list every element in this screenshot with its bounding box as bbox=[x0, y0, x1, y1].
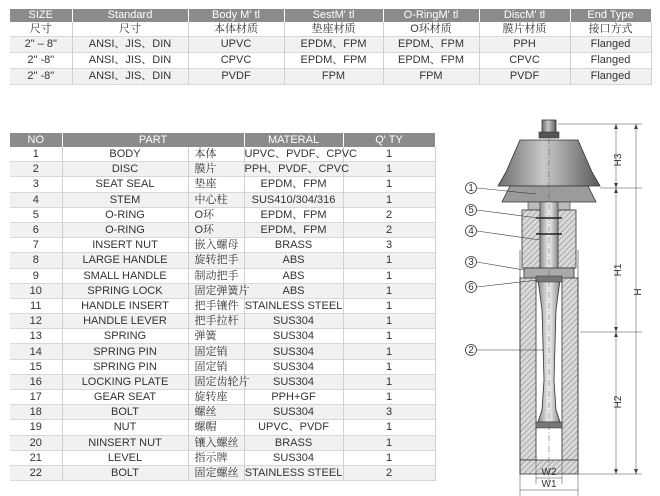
parts-cell-part-cn: 螺帽 bbox=[188, 420, 244, 435]
svg-text:5: 5 bbox=[468, 205, 474, 216]
parts-cell-qty: 1 bbox=[343, 359, 435, 374]
spec-cell: Flanged bbox=[570, 69, 651, 85]
parts-cell-material: EPDM、FPM bbox=[244, 177, 343, 192]
parts-cell-no: 15 bbox=[10, 359, 62, 374]
parts-cell-material: SUS304 bbox=[244, 329, 343, 344]
parts-cell-part-cn: 中心柱 bbox=[188, 192, 244, 207]
parts-row bbox=[10, 374, 435, 389]
dim-w2: W2 bbox=[541, 467, 557, 478]
parts-cell-part-cn: 把手拉杆 bbox=[188, 314, 244, 329]
parts-cell-part-cn: O环 bbox=[188, 222, 244, 237]
parts-cell-part-cn: 螺丝 bbox=[188, 405, 244, 420]
parts-cell-part-cn: 膜片 bbox=[188, 162, 244, 177]
parts-cell-material: STAINLESS STEEL bbox=[244, 299, 343, 312]
parts-cell-material: BRASS bbox=[244, 238, 343, 253]
spec-cell: 尺寸 bbox=[72, 22, 188, 37]
parts-cell-part: BOLT bbox=[62, 405, 188, 420]
spec-table bbox=[10, 9, 652, 85]
dimension-arrows bbox=[614, 124, 638, 474]
parts-row bbox=[10, 465, 435, 480]
spec-cell: EPDM、FPM bbox=[284, 37, 383, 53]
parts-row bbox=[10, 359, 435, 374]
spec-cell: 膜片材质 bbox=[479, 22, 570, 37]
parts-cell-material: SUS304 bbox=[244, 314, 343, 329]
parts-cell-material: PPH+GF bbox=[244, 390, 343, 405]
parts-cell-part: SEAT SEAL bbox=[62, 177, 188, 192]
parts-cell-no: 11 bbox=[10, 298, 62, 313]
parts-cell-no: 8 bbox=[10, 253, 62, 268]
parts-cell-part: SPRING bbox=[62, 329, 188, 344]
parts-row bbox=[10, 147, 435, 162]
parts-cell-qty: 1 bbox=[343, 329, 435, 344]
parts-cell-part: DISC bbox=[62, 162, 188, 177]
parts-cell-no: 18 bbox=[10, 405, 62, 420]
parts-cell-material: SUS304 bbox=[244, 374, 343, 389]
parts-row bbox=[10, 268, 435, 283]
spec-cell: EPDM、FPM bbox=[383, 53, 479, 69]
parts-row bbox=[10, 253, 435, 268]
spec-cell: ANSI、JIS、DIN bbox=[72, 37, 188, 53]
dim-w1: W1 bbox=[541, 479, 557, 490]
parts-cell-qty: 1 bbox=[343, 268, 435, 283]
parts-cell-part: O-RING bbox=[62, 222, 188, 237]
parts-cell-part: NUT bbox=[62, 420, 188, 435]
parts-cell-no: 17 bbox=[10, 390, 62, 405]
parts-cell-part-cn: 本体 bbox=[188, 147, 244, 162]
parts-cell-part-cn: 指示牌 bbox=[188, 450, 244, 465]
parts-cell-part: O-RING bbox=[62, 207, 188, 222]
parts-cell-part: SPRING PIN bbox=[62, 359, 188, 374]
parts-cell-part-cn: 旋转把手 bbox=[188, 253, 244, 268]
spec-cell: ANSI、JIS、DIN bbox=[72, 69, 188, 85]
spec-header-standard: Standard bbox=[72, 9, 188, 22]
spec-cell: UPVC bbox=[188, 37, 284, 53]
spec-row bbox=[10, 69, 651, 85]
parts-cell-qty: 3 bbox=[343, 405, 435, 420]
dim-h2: H2 bbox=[613, 395, 624, 409]
spec-cell: PVDF bbox=[479, 69, 570, 85]
spec-cell: 尺寸 bbox=[10, 22, 72, 37]
parts-header-material: MATERAL bbox=[244, 133, 343, 147]
parts-cell-part-cn: 固定销 bbox=[188, 359, 244, 374]
parts-cell-qty: 1 bbox=[343, 283, 435, 298]
parts-cell-part: INSERT NUT bbox=[62, 238, 188, 253]
parts-cell-no: 10 bbox=[10, 283, 62, 298]
spec-cell: ANSI、JIS、DIN bbox=[72, 53, 188, 69]
parts-cell-material: ABS bbox=[244, 283, 343, 298]
parts-cell-material: EPDM、FPM bbox=[244, 222, 343, 237]
spec-row bbox=[10, 53, 651, 69]
parts-cell-part-cn: 固定销 bbox=[188, 344, 244, 359]
parts-cell-material: ABS bbox=[244, 268, 343, 283]
parts-header-part: PART bbox=[62, 133, 244, 147]
spec-cell: Flanged bbox=[570, 37, 651, 53]
spec-cell: PPH bbox=[479, 37, 570, 53]
parts-cell-qty: 1 bbox=[343, 177, 435, 192]
parts-cell-no: 22 bbox=[10, 465, 62, 480]
svg-text:2: 2 bbox=[468, 345, 474, 356]
parts-cell-material: UPVC、PVDF、CPVC bbox=[244, 148, 357, 161]
callout-3 bbox=[466, 257, 525, 271]
spec-cell: 2" -8" bbox=[10, 53, 72, 69]
parts-cell-part: BODY bbox=[62, 147, 188, 162]
parts-row bbox=[10, 238, 435, 253]
parts-cell-part: STEM bbox=[62, 192, 188, 207]
parts-cell-qty: 2 bbox=[343, 465, 435, 480]
parts-cell-no: 12 bbox=[10, 314, 62, 329]
parts-cell-part: LARGE HANDLE bbox=[62, 253, 188, 268]
parts-header-qty: Q' TY bbox=[343, 133, 435, 147]
parts-cell-material: SUS410/304/316 bbox=[244, 192, 343, 207]
spec-cell: 2" – 8" bbox=[10, 37, 72, 53]
parts-table bbox=[10, 133, 436, 481]
parts-cell-part-cn: 弹簧 bbox=[188, 329, 244, 344]
spec-cell: FPM bbox=[383, 69, 479, 85]
parts-row bbox=[10, 344, 435, 359]
parts-cell-material: EPDM、FPM bbox=[244, 207, 343, 222]
parts-cell-part-cn: 镶入螺丝 bbox=[188, 435, 244, 450]
spec-header-size: SIZE bbox=[10, 9, 72, 22]
parts-cell-part-cn: O环 bbox=[188, 207, 244, 222]
parts-cell-part: SPRING PIN bbox=[62, 344, 188, 359]
svg-text:1: 1 bbox=[468, 183, 474, 194]
parts-cell-part: NINSERT NUT bbox=[62, 435, 188, 450]
parts-cell-qty: 1 bbox=[343, 390, 435, 405]
parts-row bbox=[10, 283, 435, 298]
spec-cell: 垫座材质 bbox=[284, 22, 383, 37]
parts-cell-part-cn: 制动把手 bbox=[188, 268, 244, 283]
parts-cell-qty: 1 bbox=[343, 298, 435, 313]
parts-cell-part-cn: 固定弹簧片 bbox=[188, 283, 244, 298]
parts-cell-qty: 2 bbox=[343, 207, 435, 222]
parts-cell-no: 19 bbox=[10, 420, 62, 435]
parts-cell-part-cn: 把手镶件 bbox=[188, 298, 244, 313]
spec-header-endtype: End Type bbox=[570, 9, 651, 22]
parts-row bbox=[10, 450, 435, 465]
parts-row bbox=[10, 162, 435, 177]
parts-cell-part: SMALL HANDLE bbox=[62, 268, 188, 283]
spec-cell: 2" -8" bbox=[10, 69, 72, 85]
parts-cell-material: SUS304 bbox=[244, 450, 343, 465]
spec-header-seat: SestM' tl bbox=[284, 9, 383, 22]
valve-section-drawing bbox=[440, 110, 655, 496]
parts-cell-qty: 1 bbox=[343, 147, 435, 162]
spec-row bbox=[10, 37, 651, 53]
spec-cell: EPDM、FPM bbox=[284, 53, 383, 69]
spec-cell: PVDF bbox=[188, 69, 284, 85]
spec-subheader-row bbox=[10, 22, 651, 37]
parts-cell-part-cn: 旋转座 bbox=[188, 390, 244, 405]
parts-cell-material: ABS bbox=[244, 253, 343, 268]
spec-cell: FPM bbox=[284, 69, 383, 85]
parts-cell-no: 5 bbox=[10, 207, 62, 222]
parts-cell-material: PPH、PVDF、CPVC bbox=[244, 163, 350, 176]
parts-cell-no: 16 bbox=[10, 374, 62, 389]
dim-h3: H3 bbox=[613, 153, 624, 167]
parts-cell-part-cn: 固定齿轮片 bbox=[188, 374, 244, 389]
parts-body bbox=[10, 147, 435, 481]
parts-header-row bbox=[10, 133, 435, 147]
parts-cell-part: LOCKING PLATE bbox=[62, 374, 188, 389]
parts-cell-part: BOLT bbox=[62, 465, 188, 480]
parts-cell-qty: 1 bbox=[343, 314, 435, 329]
parts-row bbox=[10, 314, 435, 329]
spec-cell: 本体材质 bbox=[188, 22, 284, 37]
spec-cell: CPVC bbox=[479, 53, 570, 69]
parts-cell-material: STAINLESS STEEL bbox=[244, 467, 343, 480]
parts-cell-material: BRASS bbox=[244, 435, 343, 450]
spec-cell: EPDM、FPM bbox=[383, 37, 479, 53]
spec-cell: Flanged bbox=[570, 53, 651, 69]
parts-row bbox=[10, 420, 435, 435]
parts-cell-no: 6 bbox=[10, 222, 62, 237]
parts-cell-qty: 1 bbox=[343, 162, 435, 177]
parts-row bbox=[10, 298, 435, 313]
spec-header-row bbox=[10, 9, 651, 22]
spec-header-disc: DiscM' tl bbox=[479, 9, 570, 22]
parts-header-no: NO bbox=[10, 133, 62, 147]
parts-cell-no: 13 bbox=[10, 329, 62, 344]
dim-h: H bbox=[633, 288, 644, 296]
parts-cell-no: 1 bbox=[10, 147, 62, 162]
parts-cell-part: HANDLE LEVER bbox=[62, 314, 188, 329]
parts-cell-qty: 1 bbox=[343, 435, 435, 450]
parts-cell-part: SPRING LOCK bbox=[62, 283, 188, 298]
parts-cell-no: 4 bbox=[10, 192, 62, 207]
parts-cell-no: 7 bbox=[10, 238, 62, 253]
parts-cell-qty: 1 bbox=[343, 344, 435, 359]
spec-cell: O环材质 bbox=[383, 22, 479, 37]
parts-cell-no: 3 bbox=[10, 177, 62, 192]
parts-cell-material: UPVC、PVDF bbox=[244, 420, 343, 435]
parts-row bbox=[10, 329, 435, 344]
parts-cell-no: 14 bbox=[10, 344, 62, 359]
parts-row bbox=[10, 192, 435, 207]
parts-cell-qty: 1 bbox=[343, 450, 435, 465]
spec-header-oring: O-RingM' tl bbox=[383, 9, 479, 22]
parts-cell-no: 21 bbox=[10, 450, 62, 465]
spec-header-body: Body M' tl bbox=[188, 9, 284, 22]
parts-cell-qty: 1 bbox=[343, 374, 435, 389]
parts-cell-material: SUS304 bbox=[244, 344, 343, 359]
dim-h1: H1 bbox=[613, 263, 624, 277]
parts-cell-part-cn: 嵌入螺母 bbox=[188, 238, 244, 253]
parts-cell-part-cn: 垫座 bbox=[188, 177, 244, 192]
parts-row bbox=[10, 177, 435, 192]
parts-cell-part: LEVEL bbox=[62, 450, 188, 465]
parts-cell-part-cn: 固定螺丝 bbox=[188, 465, 244, 480]
svg-text:3: 3 bbox=[468, 257, 474, 268]
parts-cell-material: SUS304 bbox=[244, 359, 343, 374]
parts-cell-no: 20 bbox=[10, 435, 62, 450]
parts-cell-qty: 1 bbox=[343, 420, 435, 435]
parts-row bbox=[10, 405, 435, 420]
spec-cell: CPVC bbox=[188, 53, 284, 69]
parts-row bbox=[10, 222, 435, 237]
parts-row bbox=[10, 435, 435, 450]
parts-row bbox=[10, 207, 435, 222]
parts-cell-qty: 3 bbox=[343, 238, 435, 253]
parts-cell-qty: 1 bbox=[343, 192, 435, 207]
parts-cell-qty: 2 bbox=[343, 222, 435, 237]
parts-cell-material: SUS304 bbox=[244, 405, 343, 420]
spec-cell: 接口方式 bbox=[570, 22, 651, 37]
parts-cell-part: GEAR SEAT bbox=[62, 390, 188, 405]
parts-row bbox=[10, 390, 435, 405]
svg-text:6: 6 bbox=[468, 282, 474, 293]
parts-cell-no: 9 bbox=[10, 268, 62, 283]
svg-text:4: 4 bbox=[468, 226, 474, 237]
parts-cell-no: 2 bbox=[10, 162, 62, 177]
parts-cell-part: HANDLE INSERT bbox=[62, 298, 188, 313]
parts-cell-qty: 1 bbox=[343, 253, 435, 268]
